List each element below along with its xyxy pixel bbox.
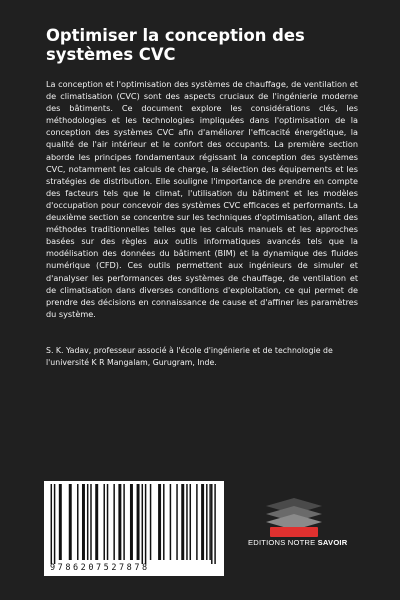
isbn-number: 9786207527878 — [50, 563, 150, 573]
barcode-bar — [214, 484, 215, 564]
barcode-bar — [95, 484, 98, 560]
barcode-bar — [142, 484, 143, 564]
barcode-bar — [51, 484, 52, 564]
barcode-bars — [48, 484, 220, 564]
publisher-logo — [258, 494, 330, 544]
barcode-bar — [181, 484, 184, 560]
barcode-bar — [130, 484, 133, 560]
publisher-name-prefix: EDITIONS NOTRE — [248, 538, 318, 547]
barcode-bar — [196, 484, 197, 560]
barcode-bar — [211, 484, 212, 564]
barcode-bar — [107, 484, 108, 560]
barcode-bar — [77, 484, 78, 560]
barcode-bar — [150, 484, 151, 560]
barcode-bar — [90, 484, 91, 560]
barcode-bar — [103, 484, 104, 560]
book-title: Optimiser la conception des systèmes CVC — [46, 26, 305, 64]
barcode-bar — [163, 484, 164, 560]
isbn-barcode — [44, 481, 224, 576]
publisher-name — [248, 538, 348, 547]
barcode-bar — [186, 484, 187, 560]
barcode-bar — [82, 484, 85, 560]
barcode-bar — [209, 484, 210, 560]
barcode-bar — [59, 484, 62, 560]
barcode-bar — [206, 484, 207, 560]
barcode-bar — [123, 484, 124, 560]
barcode-bar — [170, 484, 171, 560]
barcode-bar — [69, 484, 72, 560]
author-bio: S. K. Yadav, professeur associé à l'école d'ingénierie et de technologie de l'université K R Mangalam, Gurugram, Inde. — [46, 346, 333, 367]
barcode-bar — [176, 484, 177, 560]
barcode-bar — [118, 484, 121, 560]
barcode-bar — [145, 484, 146, 564]
barcode-bar — [201, 484, 204, 560]
barcode-bar — [87, 484, 88, 560]
barcode-bar — [54, 484, 55, 564]
publisher-name-strong: SAVOIR — [317, 538, 348, 547]
book-abstract: La conception et l'optimisation des systèmes de chauffage, de ventilation et de climatisation (CVC) sont des aspects cruciaux de l'ingénierie moderne des bâtiments. Ce document explore les considérations clés, les méthodologies et les technologies impliquées dans l'optimisation de la conception des systèmes CVC afin d'améliorer l'efficacité énergétique, la qualité de l'air intérieur et le confort des occupants. La première section aborde les principes fondamentaux régissant la conception des systèmes CVC, notamment les calculs de charge, la sélection des équipements et les stratégies de distribution. Elle souligne l'importance de prendre en compte des facteurs tels que le climat, l'utilisation du bâtiment et les modèles d'occupation pour concevoir des systèmes CVC efficaces et performants. La deuxième section se concentre sur les techniques d'optimisation, allant des méthodes traditionnelles telles que les calculs manuels et les approches basées sur des règles aux outils informatiques avancés tels que la modélisation des données du bâtiment (BIM) et la dynamique des fluides numérique (CFD). Ces outils permettent aux ingénieurs de simuler et d'analyser les performances des systèmes de chauffage, de ventilation et de climatisation dans diverses conditions d'exploitation, ce qui permet de prendre des décisions en connaissance de cause et d'affiner les paramètres du système. — [46, 79, 358, 319]
barcode-bar — [137, 484, 140, 560]
barcode-bar — [158, 484, 161, 560]
barcode-bar — [190, 484, 191, 560]
barcode-bar — [113, 484, 114, 560]
